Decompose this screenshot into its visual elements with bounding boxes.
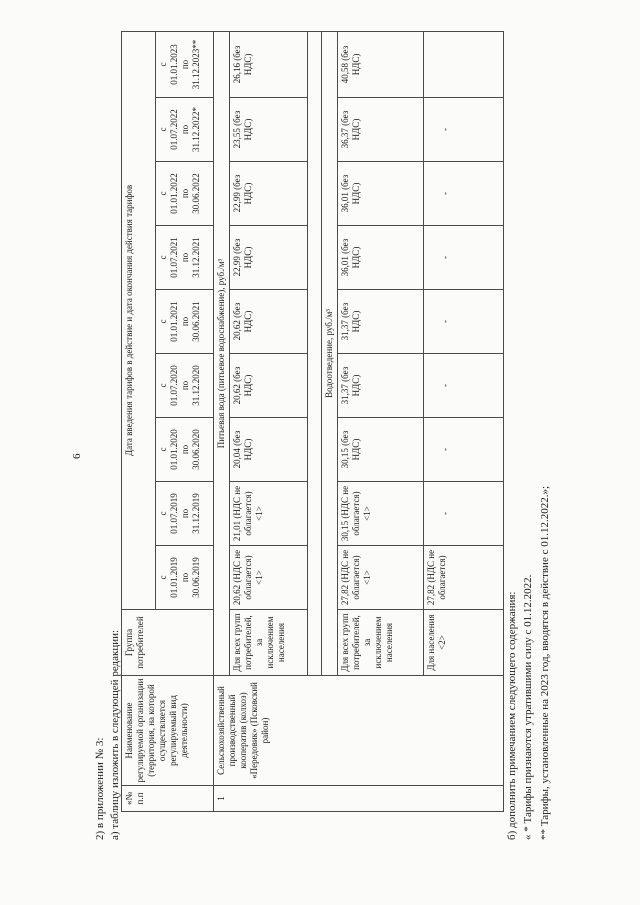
header-dates: Дата введения тарифов в действие и дата окончания действия тарифов xyxy=(122,31,156,609)
period-cell: с 01.01.2020 по 30.06.2020 xyxy=(156,418,214,482)
tariff-cell: 30,15 (НДС не облагается) <1> xyxy=(338,482,424,546)
tariff-cell: 23,55 (без НДС) xyxy=(230,98,308,162)
tariff-cell: 31,37 (без НДС) xyxy=(338,290,424,354)
period-cell: с 01.07.2019 по 31.12.2019 xyxy=(156,482,214,546)
organization-name: Сельскохозяйственный производственный кооператив (колхоз) «Передовик» (Псковский район) xyxy=(214,676,504,786)
tariff-cell: 22,99 (без НДС) xyxy=(230,162,308,226)
footnote-2: ** Тарифы, установленные на 2023 год, вводятся в действие с 01.12.2022.»; xyxy=(539,485,551,840)
group-cell: Для всех групп потребителей, за исключением населения xyxy=(230,610,308,676)
section-sewage: Водоотведение, руб./м³ xyxy=(322,31,338,675)
tariff-cell: - xyxy=(424,226,504,290)
header-organization: Наименование регулируемой организации (территория, на которой осуществляется регулируемый вид деятельности) xyxy=(122,676,214,786)
tariff-cell: 31,37 (без НДС) xyxy=(338,354,424,418)
tariff-cell: - xyxy=(424,418,504,482)
tariff-cell: 20,62 (НДС не облагается) <1> xyxy=(230,546,308,610)
tariff-cell xyxy=(424,31,504,97)
tariff-cell: - xyxy=(424,162,504,226)
header-no: «№ п.п xyxy=(122,786,214,812)
tariff-cell: 21,01 (НДС не облагается) <1> xyxy=(230,482,308,546)
tariff-cell: 27,82 (НДС не облагается) <1> xyxy=(338,546,424,610)
period-cell: с 01.01.2022 по 30.06.2022 xyxy=(156,162,214,226)
tariff-cell: 36,01 (без НДС) xyxy=(338,162,424,226)
period-cell: с 01.07.2021 по 31.12.2021 xyxy=(156,226,214,290)
tariff-cell: 20,04 (без НДС) xyxy=(230,418,308,482)
period-cell: с 01.01.2023 по 31.12.2023** xyxy=(156,31,214,97)
tariff-cell: - xyxy=(424,290,504,354)
note-intro: б) дополнить примечанием следующего содержания: xyxy=(506,591,518,840)
period-cell: с 01.07.2022 по 31.12.2022* xyxy=(156,98,214,162)
tariff-cell: 36,01 (без НДС) xyxy=(338,226,424,290)
tariff-cell: 36,37 (без НДС) xyxy=(338,98,424,162)
group-cell: Для населения <2> xyxy=(424,610,504,676)
tariff-cell: 22,99 (без НДС) xyxy=(230,226,308,290)
heading-line-1: 2) в приложении № 3: xyxy=(94,737,106,840)
tariff-cell: - xyxy=(424,482,504,546)
tariff-cell: 30,15 (без НДС) xyxy=(338,418,424,482)
period-cell: с 01.01.2019 по 30.06.2019 xyxy=(156,546,214,610)
group-cell: Для всех групп потребителей, за исключением населения xyxy=(338,610,424,676)
tariff-table xyxy=(121,31,504,812)
tariff-cell: 40,58 (без НДС) xyxy=(338,31,424,97)
page-number: 6 xyxy=(71,453,83,459)
header-group: Группа потребителей xyxy=(122,610,214,676)
section-water: Питьевая вода (питьевое водоснабжение), руб./м³ xyxy=(214,31,230,675)
tariff-cell: - xyxy=(424,354,504,418)
tariff-cell: 20,62 (без НДС) xyxy=(230,354,308,418)
heading-line-2: а) таблицу изложить в следующей редакции: xyxy=(109,629,121,840)
period-cell: с 01.07.2020 по 31.12.2020 xyxy=(156,354,214,418)
tariff-cell: 20,62 (без НДС) xyxy=(230,290,308,354)
row-number: 1 xyxy=(214,786,504,812)
tariff-cell: 26,16 (без НДС) xyxy=(230,31,308,97)
tariff-cell: - xyxy=(424,98,504,162)
period-cell: с 01.01.2021 по 30.06.2021 xyxy=(156,290,214,354)
tariff-cell: 27,82 (НДС не облагается) xyxy=(424,546,504,610)
footnote-1: « * Тарифы признаются утратившими силу с 01.12.2022. xyxy=(522,574,534,840)
